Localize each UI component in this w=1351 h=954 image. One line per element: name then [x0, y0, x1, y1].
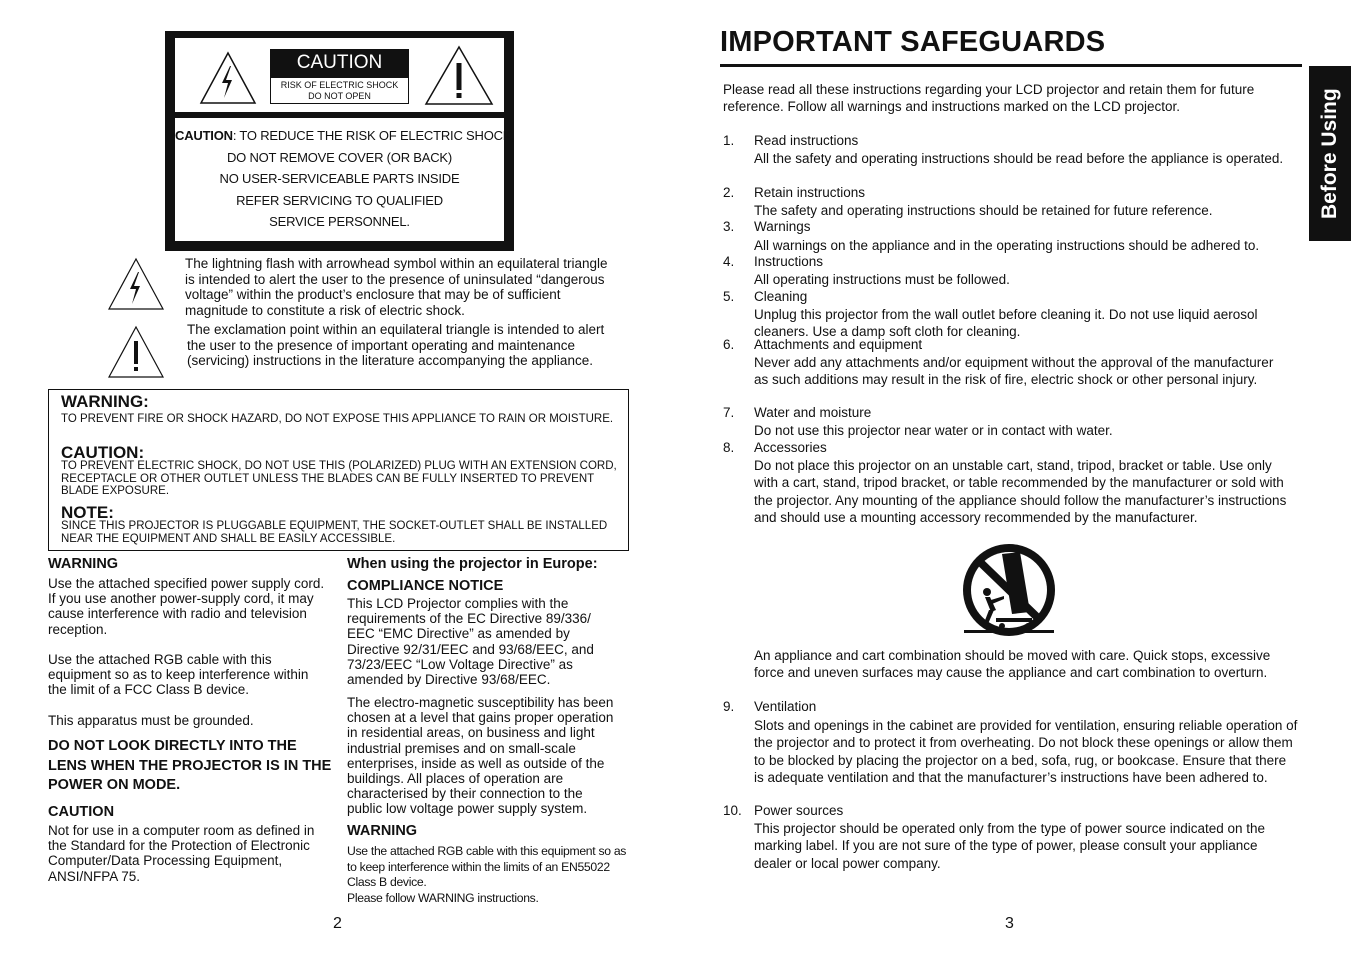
item-title: Warnings: [754, 219, 811, 234]
item-number: 10.: [723, 803, 742, 818]
caution-line2: DO NOT REMOVE COVER (OR BACK): [226, 149, 453, 165]
warning-box-heading: WARNING:: [61, 392, 149, 411]
mid-warning-heading: WARNING: [347, 823, 418, 839]
page-number-left: 2: [333, 915, 342, 932]
caution-label-title: CAUTION: [270, 49, 409, 77]
item-title: Ventilation: [754, 699, 817, 714]
lightning-triangle-icon: [198, 50, 258, 106]
lightning-symbol-text: The lightning flash with arrowhead symbol within an equilateral triangle is intended to alert the user to the presence of uninsulated “dangerous voltage” within the product’s enclosure that may be of sufficient magnitude to constitute a risk of electric shock.: [185, 256, 608, 318]
exclamation-triangle-icon: [106, 324, 166, 380]
exclamation-symbol-text: The exclamation point within an equilateral triangle is intended to alert the user to the presence of important operating and maintenance (servicing) instructions in the literature accompanying the appliance.: [187, 322, 605, 368]
mid-warning-text: [347, 844, 627, 906]
lightning-triangle-icon: [106, 256, 166, 312]
item-body: Unplug this projector from the wall outlet before cleaning it. Do not use liquid aerosol cleaners. Use a damp soft cloth for cleaning.: [754, 307, 1258, 340]
compliance-heading: COMPLIANCE NOTICE: [347, 578, 504, 594]
caution-box-text: TO PREVENT ELECTRIC SHOCK, DO NOT USE THIS (POLARIZED) PLUG WITH AN EXTENSION CORD, RECEPTACLE OR OTHER OUTLET UNLESS THE BLADES CAN BE FULLY INSERTED TO PREVENT BLADE EXPOSURE.: [61, 460, 617, 497]
left-warning-p2: Use the attached RGB cable with this equipment so as to keep interference within the limit of a FCC Class B device.: [48, 652, 309, 698]
item-body: All the safety and operating instructions should be read before the appliance is operated.: [754, 151, 1284, 166]
note-text: SINCE THIS PROJECTOR IS PLUGGABLE EQUIPMENT, THE SOCKET-OUTLET SHALL BE INSTALLED NEAR THE EQUIPMENT AND SHALL BE EASILY ACCESSIBLE.: [61, 520, 608, 545]
item-body: All operating instructions must be followed.: [754, 272, 1010, 287]
item-body: Never add any attachments and/or equipment without the approval of the manufacturer as such additions may result in the risk of fire, electric shock or other personal injury.: [754, 355, 1274, 388]
item-number: 7.: [723, 405, 735, 420]
caution-statement: [175, 125, 515, 233]
item-title: Accessories: [754, 440, 827, 455]
lens-warning: DO NOT LOOK DIRECTLY INTO THE LENS WHEN THE PROJECTOR IS IN THE POWER ON MODE.: [48, 738, 332, 793]
warning-box-text: TO PREVENT FIRE OR SHOCK HAZARD, DO NOT EXPOSE THIS APPLIANCE TO RAIN OR MOISTURE.: [61, 413, 614, 425]
item-number: 1.: [723, 133, 735, 148]
item-title: Retain instructions: [754, 185, 866, 200]
title-rule: [720, 64, 1302, 67]
exclamation-triangle-icon: [424, 45, 494, 107]
item-title: Read instructions: [754, 133, 859, 148]
caution-line1: : TO REDUCE THE RISK OF ELECTRIC SHOCK,: [232, 128, 515, 143]
item-number: 9.: [723, 699, 735, 714]
item-title: Instructions: [754, 254, 824, 269]
caution-label-subtitle: [270, 77, 409, 104]
caution-line3: NO USER-SERVICEABLE PARTS INSIDE: [219, 171, 460, 186]
item-body: Do not place this projector on an unstable cart, stand, tripod, bracket or table. Use only with a cart, stand, tripod bracket, or table recommended by the manufacturer or sold with the projector. Any mounting of the appliance should follow the manufacturer’s instructions and should use a mounting accessory recommended by the manufacturer.: [754, 458, 1287, 525]
item-number: 2.: [723, 185, 735, 200]
mid-warning-p1: Use the attached RGB cable with this equipment so as to keep interference within the limits of an EN55022 Class B device.: [347, 844, 627, 889]
caution-lead: CAUTION: [175, 128, 233, 143]
cart-warning-icon: [958, 540, 1060, 640]
left-caution-text: Not for use in a computer room as defined in the Standard for the Protection of Electronic Computer/Data Processing Equipment, ANSI/NFPA 75.: [48, 823, 315, 884]
item-title: Water and moisture: [754, 405, 872, 420]
page-title: IMPORTANT SAFEGUARDS: [720, 26, 1106, 58]
item-number: 4.: [723, 254, 735, 269]
section-tab-label: Before Using: [1318, 88, 1341, 219]
compliance-p1: This LCD Projector complies with the requirements of the EC Directive 89/336/ EEC “EMC Directive” as amended by Directive 92/31/EEC and 93/68/EEC, and 73/23/EEC “Low Voltage Directive” as amended by Directive 93/68/EEC.: [347, 596, 594, 688]
left-caution-heading: CAUTION: [48, 804, 115, 820]
left-warning-p1: Use the attached specified power supply cord. If you use another power-supply cord, it may cause interference with radio and television reception.: [48, 576, 325, 637]
caution-sub-line2: DO NOT OPEN: [308, 91, 371, 101]
left-warning-heading: WARNING: [48, 556, 119, 572]
caution-line5: SERVICE PERSONNEL.: [269, 214, 410, 229]
item-number: 8.: [723, 440, 735, 455]
note-heading: NOTE:: [61, 503, 114, 522]
item-number: 5.: [723, 289, 735, 304]
left-warning-p3: This apparatus must be grounded.: [48, 713, 254, 728]
item-title: Cleaning: [754, 289, 808, 304]
item-body: This projector should be operated only from the type of power source indicated on the marking label. If you are not sure of the type of power, please consult your appliance dealer or local power company.: [754, 821, 1266, 871]
caution-sub-line1: RISK OF ELECTRIC SHOCK: [280, 80, 399, 90]
intro-text: Please read all these instructions regarding your LCD projector and retain them for future reference. Follow all warnings and instructions marked on the LCD projector.: [723, 82, 1255, 115]
item-body: The safety and operating instructions should be retained for future reference.: [754, 203, 1213, 218]
item-number: 3.: [723, 219, 735, 234]
item-body: Do not use this projector near water or in contact with water.: [754, 423, 1113, 438]
item-body: Slots and openings in the cabinet are provided for ventilation, ensuring reliable operation of the projector and to protect it from overheating. Do not block these openings or allow them to be blocked by placing the projector on a bed, sofa, rug, or bookcase. Ensure that there is adequate ventilation and that the manufacturer’s instructions have been adhered to.: [754, 718, 1298, 785]
caution-box-heading: CAUTION:: [61, 443, 145, 462]
europe-heading: When using the projector in Europe:: [347, 556, 598, 572]
item-body: All warnings on the appliance and in the operating instructions should be adhered to.: [754, 238, 1260, 253]
caution-line4: REFER SERVICING TO QUALIFIED: [236, 192, 443, 208]
cart-note: An appliance and cart combination should be moved with care. Quick stops, excessive force and uneven surfaces may cause the appliance and cart combination to overturn.: [754, 648, 1271, 681]
mid-warning-p2: Please follow WARNING instructions.: [347, 890, 539, 905]
item-title: Attachments and equipment: [754, 337, 923, 352]
item-number: 6.: [723, 337, 735, 352]
item-title: Power sources: [754, 803, 844, 818]
compliance-p2: The electro-magnetic susceptibility has been chosen at a level that gains proper operation in residential areas, on business and light industrial premises and on small-scale enterprises, inside as well as outside of the buildings. All places of operation are characterised by their connection to the public low voltage power supply system.: [347, 695, 614, 817]
page-number-right: 3: [1005, 915, 1014, 932]
